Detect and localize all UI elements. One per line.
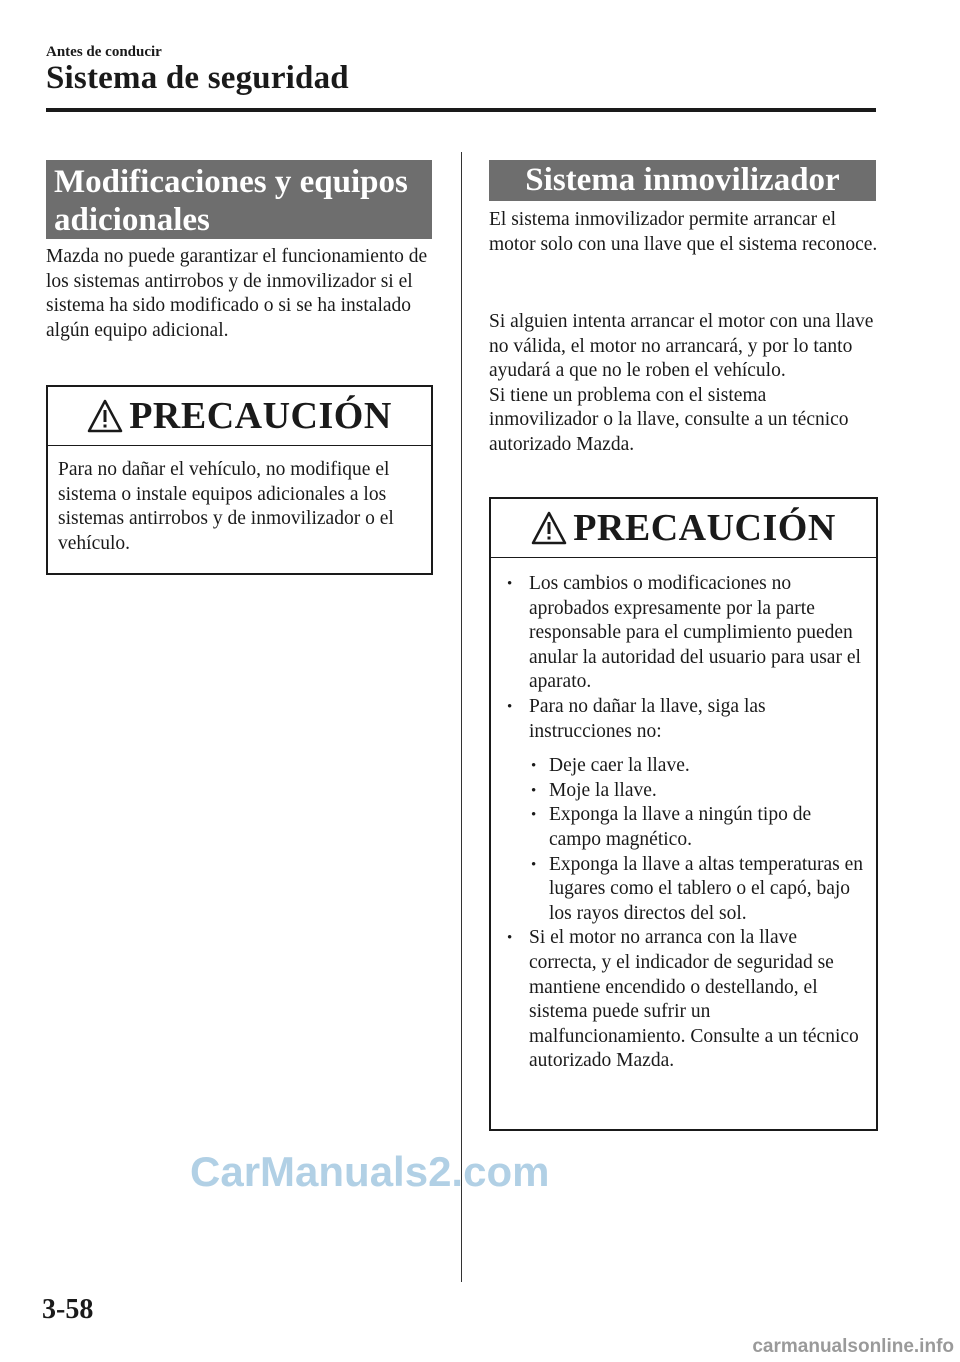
section-title: Sistema de seguridad: [46, 60, 349, 96]
list-item: • Si el motor no arranca con la llave correcta, y el indicador de seguridad se mantiene encendido o destellando, el sistema puede sufrir un malfuncionamiento. Consulte a un técnico autorizado Mazda.: [501, 926, 866, 1074]
paragraph-2: Si alguien intenta arrancar el motor con una llave no válida, el motor no arrancará, y por lo tanto ayudará a que no le roben el vehículo.: [489, 311, 874, 382]
paragraph-3: Si tiene un problema con el sistema inmovilizador o la llave, consulte a un técnico autorizado Mazda.: [489, 384, 849, 455]
chapter-label: Antes de conducir: [46, 44, 162, 60]
caution-text: Para no dañar el vehículo, no modifique el sistema o instale equipos adicionales a los sistemas antirrobos y de inmovilizador o el vehículo.: [58, 459, 394, 554]
sub-list-item: • Deje caer la llave.: [529, 754, 866, 779]
heading-inmovilizador: Sistema inmovilizador: [489, 160, 876, 201]
warning-triangle-icon: [87, 399, 123, 433]
caution-title: [48, 387, 431, 446]
warning-triangle-icon: [531, 511, 567, 545]
page-number: 3-58: [42, 1294, 94, 1325]
list-item-text: Para no dañar la llave, siga las instrucciones no:: [529, 695, 766, 742]
heading-modificaciones: Modificaciones y equipos adicionales: [46, 160, 432, 239]
intro-paragraph: Mazda no puede garantizar el funcionamiento de los sistemas antirrobos y de inmovilizador si el sistema ha sido modificado o si se ha instalado algún equipo adicional.: [46, 246, 428, 341]
sub-list-item: • Exponga la llave a altas temperaturas en lugares como el tablero o el capó, bajo los rayos directos del sol.: [529, 853, 866, 927]
list-item: [501, 695, 866, 926]
sub-list-item: • Exponga la llave a ningún tipo de campo magnético.: [529, 803, 866, 852]
caution-title-text: PRECAUCIÓN: [573, 507, 836, 549]
paragraph-group: [489, 310, 879, 458]
caution-box-right: [489, 497, 878, 1131]
caution-title-text: PRECAUCIÓN: [129, 395, 392, 437]
list-item: • Los cambios o modificaciones no aprobados expresamente por la parte responsable para el cumplimiento pueden anular la autoridad del usuario para usar el aparato.: [501, 572, 866, 695]
sub-list: [529, 754, 866, 926]
column-divider: [461, 152, 462, 1282]
caution-box-left: [46, 385, 433, 575]
caution-title: [491, 499, 876, 558]
caution-list: [501, 572, 866, 1074]
caution-list-wrapper: [491, 558, 876, 1074]
sub-list-item: • Moje la llave.: [529, 779, 866, 804]
paragraph-1: El sistema inmovilizador permite arrancar el motor solo con una llave que el sistema reconoce.: [489, 209, 878, 255]
watermark-logo: CarManuals2.com: [190, 1148, 550, 1195]
footer-site-link[interactable]: carmanualsonline.info: [752, 1336, 954, 1357]
header-rule: [46, 108, 876, 112]
